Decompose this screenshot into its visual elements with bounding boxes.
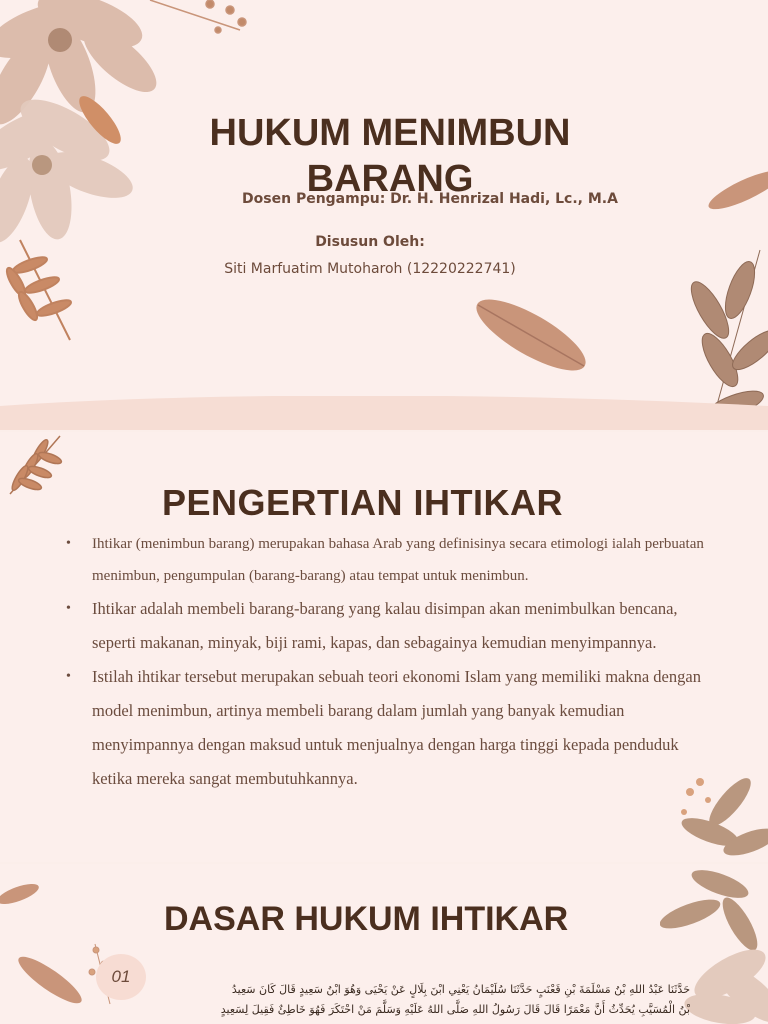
wave-divider (0, 396, 768, 430)
page-number-badge (96, 954, 146, 1000)
bullet-icon: • (66, 601, 71, 616)
bullet-text: Ihtikar (menimbun barang) merupakan bahasa Arab yang definisinya secara etimologi ialah perbuatan menimbun, pengumpulan (barang-barang) atau tempat untuk menimbun. (92, 536, 704, 584)
hadith-line: بْنُ الْمُسَيَّبِ يُحَدِّثُ أَنَّ مَعْمَرًا قَالَ قَالَ رَسُولُ اللهِ صَلَّى اللهُ عَلَيْهِ وَسَلَّمَ مَنْ احْتَكَرَ فَهُوَ خَاطِئٌ فَقِيلَ لِسَعِيدٍ (220, 1003, 690, 1016)
bullet-text: Ihtikar adalah membeli barang-barang yang kalau disimpan akan menimbulkan bencana, seperti makanan, minyak, biji rami, kapas, dan sebagainya kemudian menyimpannya. (92, 599, 678, 652)
definition-list (66, 528, 716, 796)
hadith-line: حَدَّثَنَا عَبْدُ اللهِ بْنُ مَسْلَمَةَ بْنِ قَعْنَبٍ حَدَّثَنَا سُلَيْمَانُ يَعْنِي ابْنَ بِلَالٍ عَنْ يَحْيَى وَهُوَ ابْنُ سَعِيدٍ قَالَ كَانَ سَعِيدُ (231, 983, 690, 996)
leaf-cluster-icon (0, 884, 130, 1024)
bullet-text: Istilah ihtikar tersebut merupakan sebuah teori ekonomi Islam yang memiliki makna dengan model menimbun, artinya membeli barang dalam jumlah yang banyak kemudian menyimpannya dengan maksud untuk menjualnya dengan harga tinggi kepada penduduk ketika mereka sangat membutuhkannya. (92, 667, 701, 788)
hadith-text (150, 980, 690, 1020)
bullet-icon: • (66, 669, 71, 684)
list-item (66, 528, 716, 592)
compiled-by-label: Disusun Oleh: (315, 234, 425, 250)
list-item (66, 592, 716, 660)
page-number: 01 (111, 967, 131, 986)
author-text: Siti Marfuatim Mutoharoh (12220222741) (224, 261, 516, 277)
bullet-icon: • (66, 536, 71, 551)
lecturer-text: Dosen Pengampu: Dr. H. Henrizal Hadi, Lc., M.A (242, 191, 618, 207)
legal-basis-slide (0, 864, 768, 1024)
section-title: DASAR HUKUM IHTIKAR (164, 900, 569, 938)
leaf-icon (466, 290, 596, 380)
title-slide (0, 0, 768, 430)
definition-slide (0, 432, 768, 862)
page-title: HUKUM MENIMBUN BARANG (209, 112, 571, 200)
section-title: PENGERTIAN IHTIKAR (162, 482, 564, 523)
list-item (66, 660, 716, 796)
fern-branch-icon (0, 432, 70, 502)
